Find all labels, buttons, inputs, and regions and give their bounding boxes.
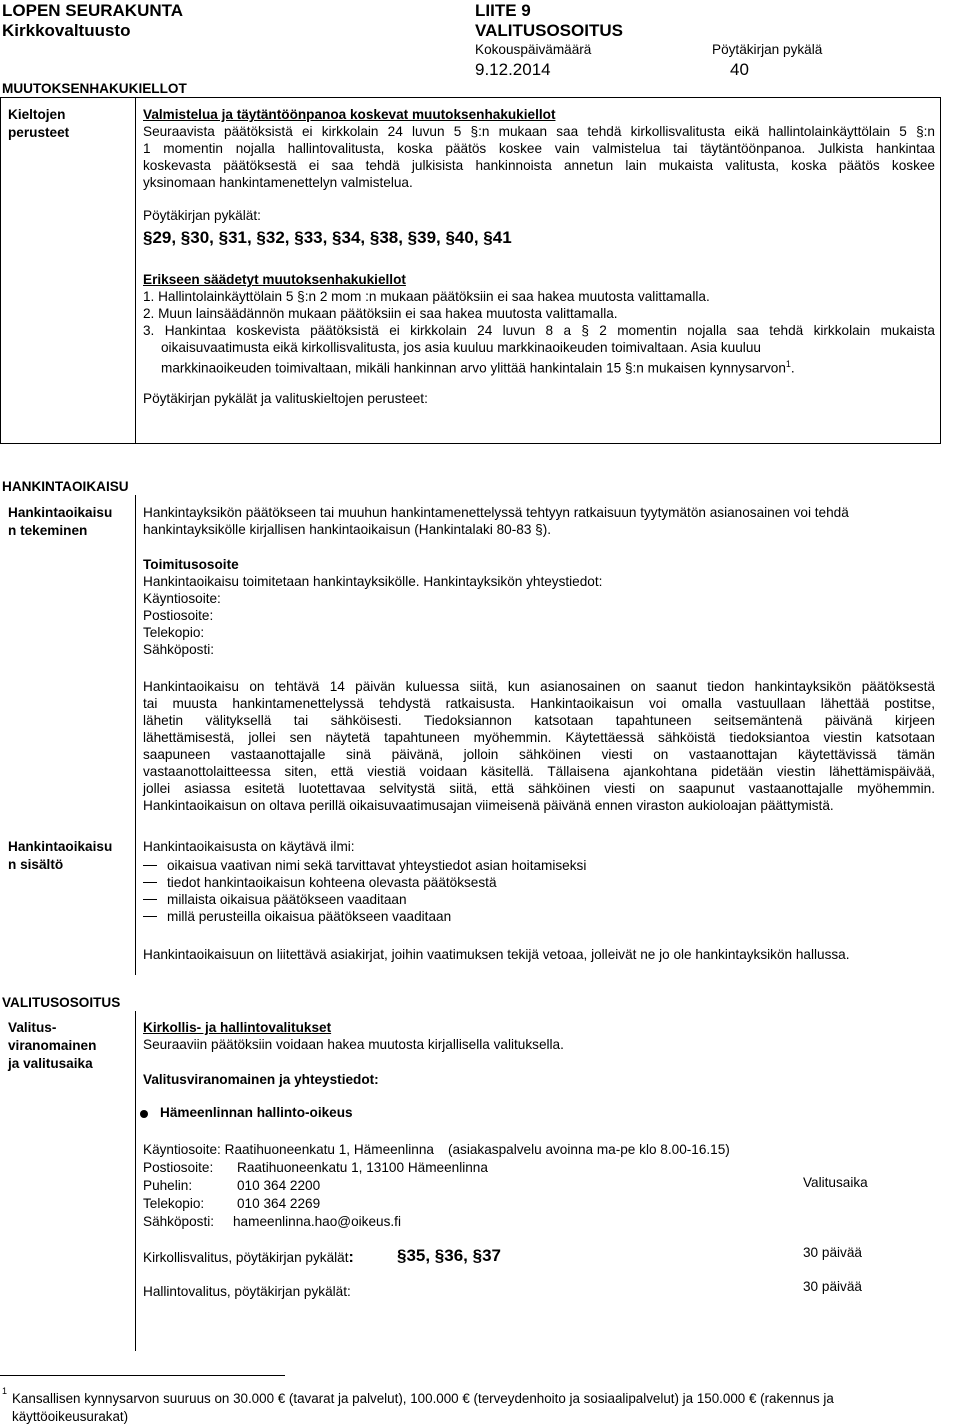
contact-details: Käyntiosoite: Raatihuoneenkatu 1, Hämeenlinna (asiakaspalvelu avoinna ma-pe klo 8.00-16.15) Postiosoite: Raatihuoneenkatu 1, 13100 Hämeenlinna Puhelin: 010 364 2200 Telekopio: 010 364 2269 Sähköposti: hameenlinna.hao@oikeus.fi <box>143 1142 730 1229</box>
email-link[interactable]: hameenlinna.hao@oikeus.fi <box>233 1214 401 1229</box>
footnote-ref: 1 <box>785 359 791 369</box>
paragraph-line: Hankintaoikaisu on tehtävä 14 päivän kuluessa siitä, kun asianosainen on saanut tiedon hankintayksikön päätöksestä <box>143 679 935 694</box>
hankintaoikaisu-heading: HANKINTAOIKAISU <box>2 479 129 494</box>
list-item: tiedot hankintaoikaisun kohteena olevasta päätöksestä <box>143 874 923 891</box>
hankintaoikaisu-intro: Hankintayksikön päätökseen tai muuhun hankintamenettelyssä tehtyyn ratkaisuun tyytymätön asianosainen voi tehdä hankintayksikölle kirjallisen hankintaoikaisun (Hankintalaki 80-83 §). <box>143 505 849 537</box>
contact-heading: Valitusviranomainen ja yhteystiedot: <box>143 1072 379 1087</box>
perusteet-label: Pöytäkirjan pykälät ja valituskieltojen perusteet: <box>143 391 428 406</box>
sisalto-label: Hankintaoikaisu n sisältö <box>8 839 113 872</box>
sisalto-intro: Hankintaoikaisusta on käytävä ilmi: <box>143 839 355 854</box>
hankintaoikaisu-paragraph <box>143 678 935 814</box>
kieltojen-perusteet-label: Kieltojen perusteet <box>8 107 70 140</box>
footnote-number: 1 <box>2 1386 8 1396</box>
toimitusosoite-heading: Toimitusosoite <box>143 557 239 572</box>
paragraph-line: lähettämisestä, jollei sen näytetä tapahtuneen myöhemmin. Käytettäessä sähköistä tiedoksiantoa viestin katsotaan <box>143 730 935 745</box>
muutoksenhaku-heading: MUUTOKSENHAKUKIELLOT <box>2 81 187 96</box>
erikseen-block: Erikseen säädetyt muutoksenhakukiellot 1. Hallintolainkäyttölain 5 §:n 2 mom :n mukaan päätöksiin ei saa hakea muutosta valittamalla. 2. Muun lainsäädännön mukaan päätöksiin ei saa hakea muutosta valittamalla. 3. Hankintaa koskevista päätöksistä ei kirkkolain 24 luvun 8 a § 2 momentin nojalla saa tehdä kirkkolain mukaista oikaisuvaatimusta eikä kirkollisvalitusta, jos asia kuuluu markkinaoikeuden toimivaltaan. Asia kuuluu markkinaoikeuden toimivaltaan, mikäli hankinnan arvo ylittää hankintalain 15 §:n mukaisen kynnysarvon$^1$. <box>143 272 935 376</box>
section-label: Pöytäkirjan pykälä <box>712 42 823 57</box>
paragraph-line: vastaanottolaitteessa siten, että viestiä voidaan käsitellä. Tällaisena ajankohtana pidetään viestin lähettämispäivää, <box>143 764 935 779</box>
valitusviranomainen-label: Valitus- viranomainen ja valitusaika <box>8 1020 97 1071</box>
valitusosoitus-heading: VALITUSOSOITUS <box>2 995 121 1010</box>
pykalat-value: §29, §30, §31, §32, §33, §34, §38, §39, §40, §41 <box>143 228 512 247</box>
hallintovalitus-label: Hallintovalitus, pöytäkirjan pykälät: <box>143 1284 351 1299</box>
paragraph-line: saapuneen vastaanottajalle sinä päivänä, jolloin sähköinen viesti on vastaanottajan käytettävissä tämän <box>143 747 935 762</box>
list-item: oikaisua vaativan nimi sekä tarvittavat yhteystiedot asian hoitamiseksi <box>143 857 923 874</box>
section-value: 40 <box>730 60 749 79</box>
paragraph-line: lähetin välityksellä tai sähköisesti. Tiedoksiannon katsotaan tapahtuneen seitsemäntenä päivänä kirjeen <box>143 713 935 728</box>
doc-title: VALITUSOSOITUS <box>475 21 623 40</box>
authority-name: Hämeenlinnan hallinto-oikeus <box>160 1105 353 1120</box>
column-divider <box>135 495 136 975</box>
org-name: LOPEN SEURAKUNTA <box>2 1 184 20</box>
valmistelu-subheading: Valmistelua ja täytäntöönpanoa koskevat muutoksenhakukiellot <box>143 107 556 122</box>
list-item: millaista oikaisua päätökseen vaaditaan <box>143 891 923 908</box>
toimitusosoite-block: Toimitusosoite Hankintaoikaisu toimitetaan hankintayksikölle. Hankintayksikön yhteystiedot: Käyntiosoite: Postiosoite: Telekopio: Sähköposti: <box>143 556 935 658</box>
column-divider <box>135 97 136 444</box>
footnote-text: Kansallisen kynnysarvon suuruus on 30.000 € (tavarat ja palvelut), 100.000 € (terveydenhoito ja sosiaalipalvelut) ja 150.000 € (rakennus ja käyttöoikeusurakat) <box>12 1391 834 1424</box>
valitusaika-label: Valitusaika <box>803 1175 868 1190</box>
paragraph-line: tai muusta hankintamenettelyssä tehdystä ratkaisusta. Hankintaoikaisun voi omalla vastuullaan lähettää postitse, <box>143 696 935 711</box>
sisalto-list <box>143 857 923 925</box>
kirkollis-hallinto-heading: Kirkollis- ja hallintovalitukset <box>143 1020 332 1035</box>
kirkollisvalitus-days: 30 päivää <box>803 1245 862 1260</box>
list-item: millä perusteilla oikaisua päätökseen vaaditaan <box>143 908 923 925</box>
tekeminen-label: Hankintaoikaisu n tekeminen <box>8 505 113 538</box>
paragraph-line: Hankintaoikaisun on oltava perillä oikaisuvaatimusajan viimeisenä päivänä ennen viraston aukioloajan päättymistä. <box>143 798 834 813</box>
pykalat-label: Pöytäkirjan pykälät: <box>143 208 261 223</box>
date-label: Kokouspäivämäärä <box>475 42 592 57</box>
footnote-separator <box>0 1375 285 1376</box>
hallintovalitus-days: 30 päivää <box>803 1279 862 1294</box>
kirkollisvalitus-pykalat: §35, §36, §37 <box>397 1246 501 1265</box>
valitus-intro: Kirkollis- ja hallintovalitukset Seuraaviin päätöksiin voidaan hakea muutosta kirjallisella valituksella. <box>143 1019 935 1053</box>
kirkollisvalitus-label: Kirkollisvalitus, pöytäkirjan pykälät: <box>143 1249 354 1266</box>
date-value: 9.12.2014 <box>475 60 551 79</box>
column-divider <box>135 1011 136 1351</box>
dept-name: Kirkkovaltuusto <box>2 21 131 40</box>
muutoksenhaku-content: Valmistelua ja täytäntöönpanoa koskevat muutoksenhakukiellot Seuraavista päätöksistä ei kirkkolain 24 luvun 5 §:n mukaan saa tehdä kirkollisvalitusta eikä hallintolainkäyttölain 5 §:n 1 momentin nojalla hallintovalitusta, koska päätös koskee vain valmistelua tai täytäntöönpanoa. Julkista hankintaa koskevasta päätöksestä ei saa tehdä julkisista hankinnoista annetun lain mukaista valitusta, koska päätös koskee yksinomaan hankintamenettelyn valmistelua. <box>143 107 935 190</box>
attachment-label: LIITE 9 <box>475 1 531 20</box>
erikseen-heading: Erikseen säädetyt muutoksenhakukiellot <box>143 272 406 287</box>
bullet-icon <box>140 1110 148 1118</box>
liitteet-text: Hankintaoikaisuun on liitettävä asiakirjat, joihin vaatimuksen tekijä vetoaa, jolleivät ne jo ole hankintayksikön hallussa. <box>143 947 850 962</box>
paragraph-line: jollei asiassa esitetä luotettavaa selvitystä siitä, että sähköinen viesti on saapunut vastaanottajalle myöhemmin. <box>143 781 935 796</box>
